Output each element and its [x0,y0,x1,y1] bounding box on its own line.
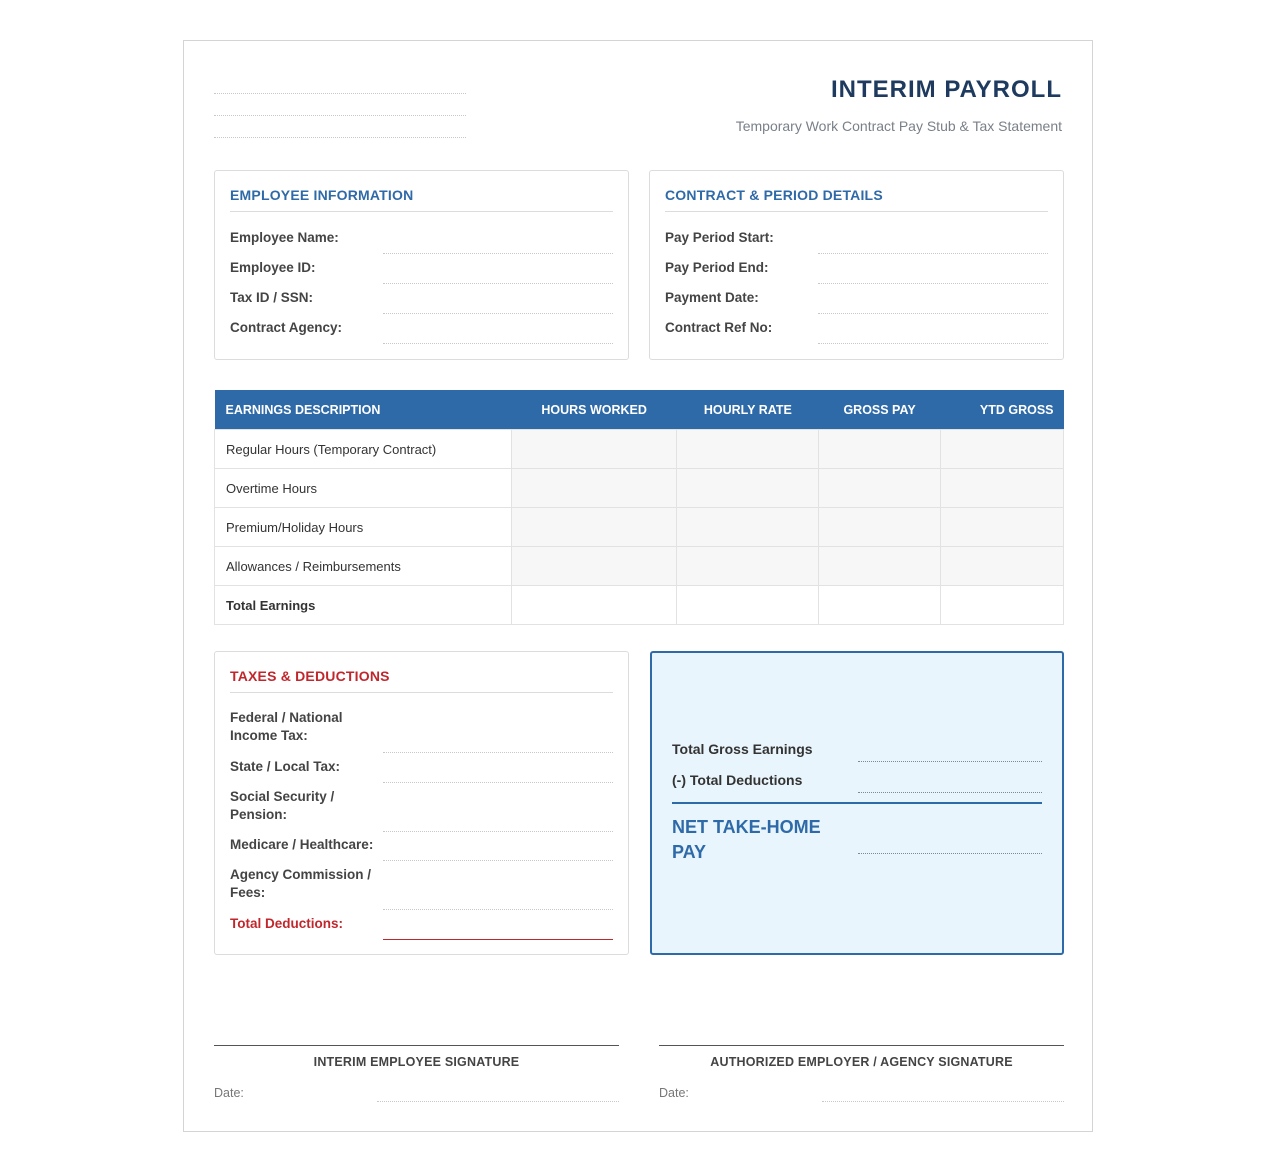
employee-id-row [230,259,613,284]
net-take-home-label: NET TAKE-HOME PAY [672,817,821,862]
total-hours-cell[interactable] [512,586,677,625]
ytd-gross-cell[interactable] [940,469,1063,508]
earnings-description: Regular Hours (Temporary Contract) [215,430,512,469]
medicare-row [230,836,613,861]
field-label: Medicare / Healthcare: [230,837,374,852]
total-deductions-field[interactable] [383,939,613,940]
document-title: INTERIM PAYROLL [830,76,1062,103]
total-deductions-summary-field[interactable] [858,792,1042,793]
divider [672,802,1042,804]
table-row [215,469,1064,508]
employer-date-field[interactable] [822,1101,1064,1102]
tax-id-row [230,289,613,314]
column-header: HOURLY RATE [677,390,819,430]
field-label: Employee ID: [230,260,316,275]
date-label: Date: [214,1086,244,1100]
net-take-home-field[interactable] [858,853,1042,854]
field-label: Federal / National Income Tax: [230,710,343,743]
gross-earnings-row [672,741,1042,762]
field-label: Contract Agency: [230,320,343,335]
gross-pay-cell[interactable] [819,430,940,469]
hours-worked-cell[interactable] [512,508,677,547]
earnings-description: Allowances / Reimbursements [215,547,512,586]
total-rate-cell[interactable] [677,586,819,625]
taxes-deductions-section [214,651,629,955]
hourly-rate-cell[interactable] [677,430,819,469]
earnings-table [214,390,1064,625]
employee-id-field[interactable] [383,283,613,284]
hourly-rate-cell[interactable] [677,547,819,586]
company-info-lines [214,93,466,159]
earnings-description: Overtime Hours [215,469,512,508]
field-label: Employee Name: [230,230,339,245]
payroll-document [183,40,1093,1132]
date-label: Date: [659,1086,689,1100]
employer-signature-block [659,1045,1064,1100]
total-deductions-summary-label: (-) Total Deductions [672,772,803,788]
employee-date-field[interactable] [377,1101,619,1102]
total-gross-pay-cell[interactable] [819,586,940,625]
hours-worked-cell[interactable] [512,469,677,508]
contract-ref-field[interactable] [818,343,1048,344]
federal-tax-row [230,709,613,753]
column-header: EARNINGS DESCRIPTION [215,390,512,430]
pay-period-end-field[interactable] [818,283,1048,284]
total-deductions-row [230,915,613,940]
total-deductions-label: Total Deductions: [230,916,343,931]
field-label: Pay Period End: [665,260,769,275]
state-tax-field[interactable] [383,782,613,783]
field-label: Social Security / Pension: [230,789,335,822]
state-tax-row [230,758,613,783]
earnings-description: Premium/Holiday Hours [215,508,512,547]
gross-pay-cell[interactable] [819,469,940,508]
field-label: Payment Date: [665,290,759,305]
gross-pay-cell[interactable] [819,508,940,547]
company-line[interactable] [214,93,466,94]
section-title: CONTRACT & PERIOD DETAILS [665,187,1048,212]
signature-caption: AUTHORIZED EMPLOYER / AGENCY SIGNATURE [710,1055,1013,1069]
field-label: Contract Ref No: [665,320,773,335]
medicare-field[interactable] [383,860,613,861]
field-label: State / Local Tax: [230,759,341,774]
section-title: EMPLOYEE INFORMATION [230,187,613,212]
pay-period-start-field[interactable] [818,253,1048,254]
net-pay-row [672,833,1042,854]
total-deductions-summary-row [672,772,1042,793]
payment-date-row [665,289,1048,314]
column-header: YTD GROSS [940,390,1063,430]
table-row [215,430,1064,469]
gross-pay-cell[interactable] [819,547,940,586]
federal-tax-field[interactable] [383,752,613,753]
social-security-row [230,788,613,832]
gross-earnings-field[interactable] [858,761,1042,762]
ytd-gross-cell[interactable] [940,430,1063,469]
employee-information-section [214,170,629,360]
field-label: Pay Period Start: [665,230,774,245]
table-header-row [215,390,1064,430]
employee-signature-block [214,1045,619,1100]
document-subtitle: Temporary Work Contract Pay Stub & Tax Statement [735,118,1062,134]
pay-period-end-row [665,259,1048,284]
employer-signature-line[interactable] [659,1045,1064,1046]
pay-period-start-row [665,229,1048,254]
contract-ref-row [665,319,1048,344]
agency-commission-field[interactable] [383,909,613,910]
gross-earnings-label: Total Gross Earnings [672,741,813,757]
total-earnings-label: Total Earnings [215,586,512,625]
employee-name-row [230,229,613,254]
field-label: Tax ID / SSN: [230,290,314,305]
hourly-rate-cell[interactable] [677,469,819,508]
net-pay-summary [650,651,1064,955]
tax-id-field[interactable] [383,313,613,314]
field-label: Agency Commission / Fees: [230,867,372,900]
company-line[interactable] [214,115,466,116]
employee-name-field[interactable] [383,253,613,254]
company-line[interactable] [214,137,466,138]
signature-caption: INTERIM EMPLOYEE SIGNATURE [313,1055,520,1069]
column-header: HOURS WORKED [512,390,677,430]
total-earnings-row [215,586,1064,625]
agency-commission-row [230,866,613,910]
hours-worked-cell[interactable] [512,430,677,469]
total-ytd-gross-cell[interactable] [940,586,1063,625]
table-row [215,508,1064,547]
ytd-gross-cell[interactable] [940,508,1063,547]
payment-date-field[interactable] [818,313,1048,314]
ytd-gross-cell[interactable] [940,547,1063,586]
hourly-rate-cell[interactable] [677,508,819,547]
contract-agency-field[interactable] [383,343,613,344]
section-title: TAXES & DEDUCTIONS [230,668,613,693]
employee-signature-line[interactable] [214,1045,619,1046]
column-header: GROSS PAY [819,390,940,430]
hours-worked-cell[interactable] [512,547,677,586]
contract-agency-row [230,319,613,344]
contract-details-section [649,170,1064,360]
social-security-field[interactable] [383,831,613,832]
table-row [215,547,1064,586]
